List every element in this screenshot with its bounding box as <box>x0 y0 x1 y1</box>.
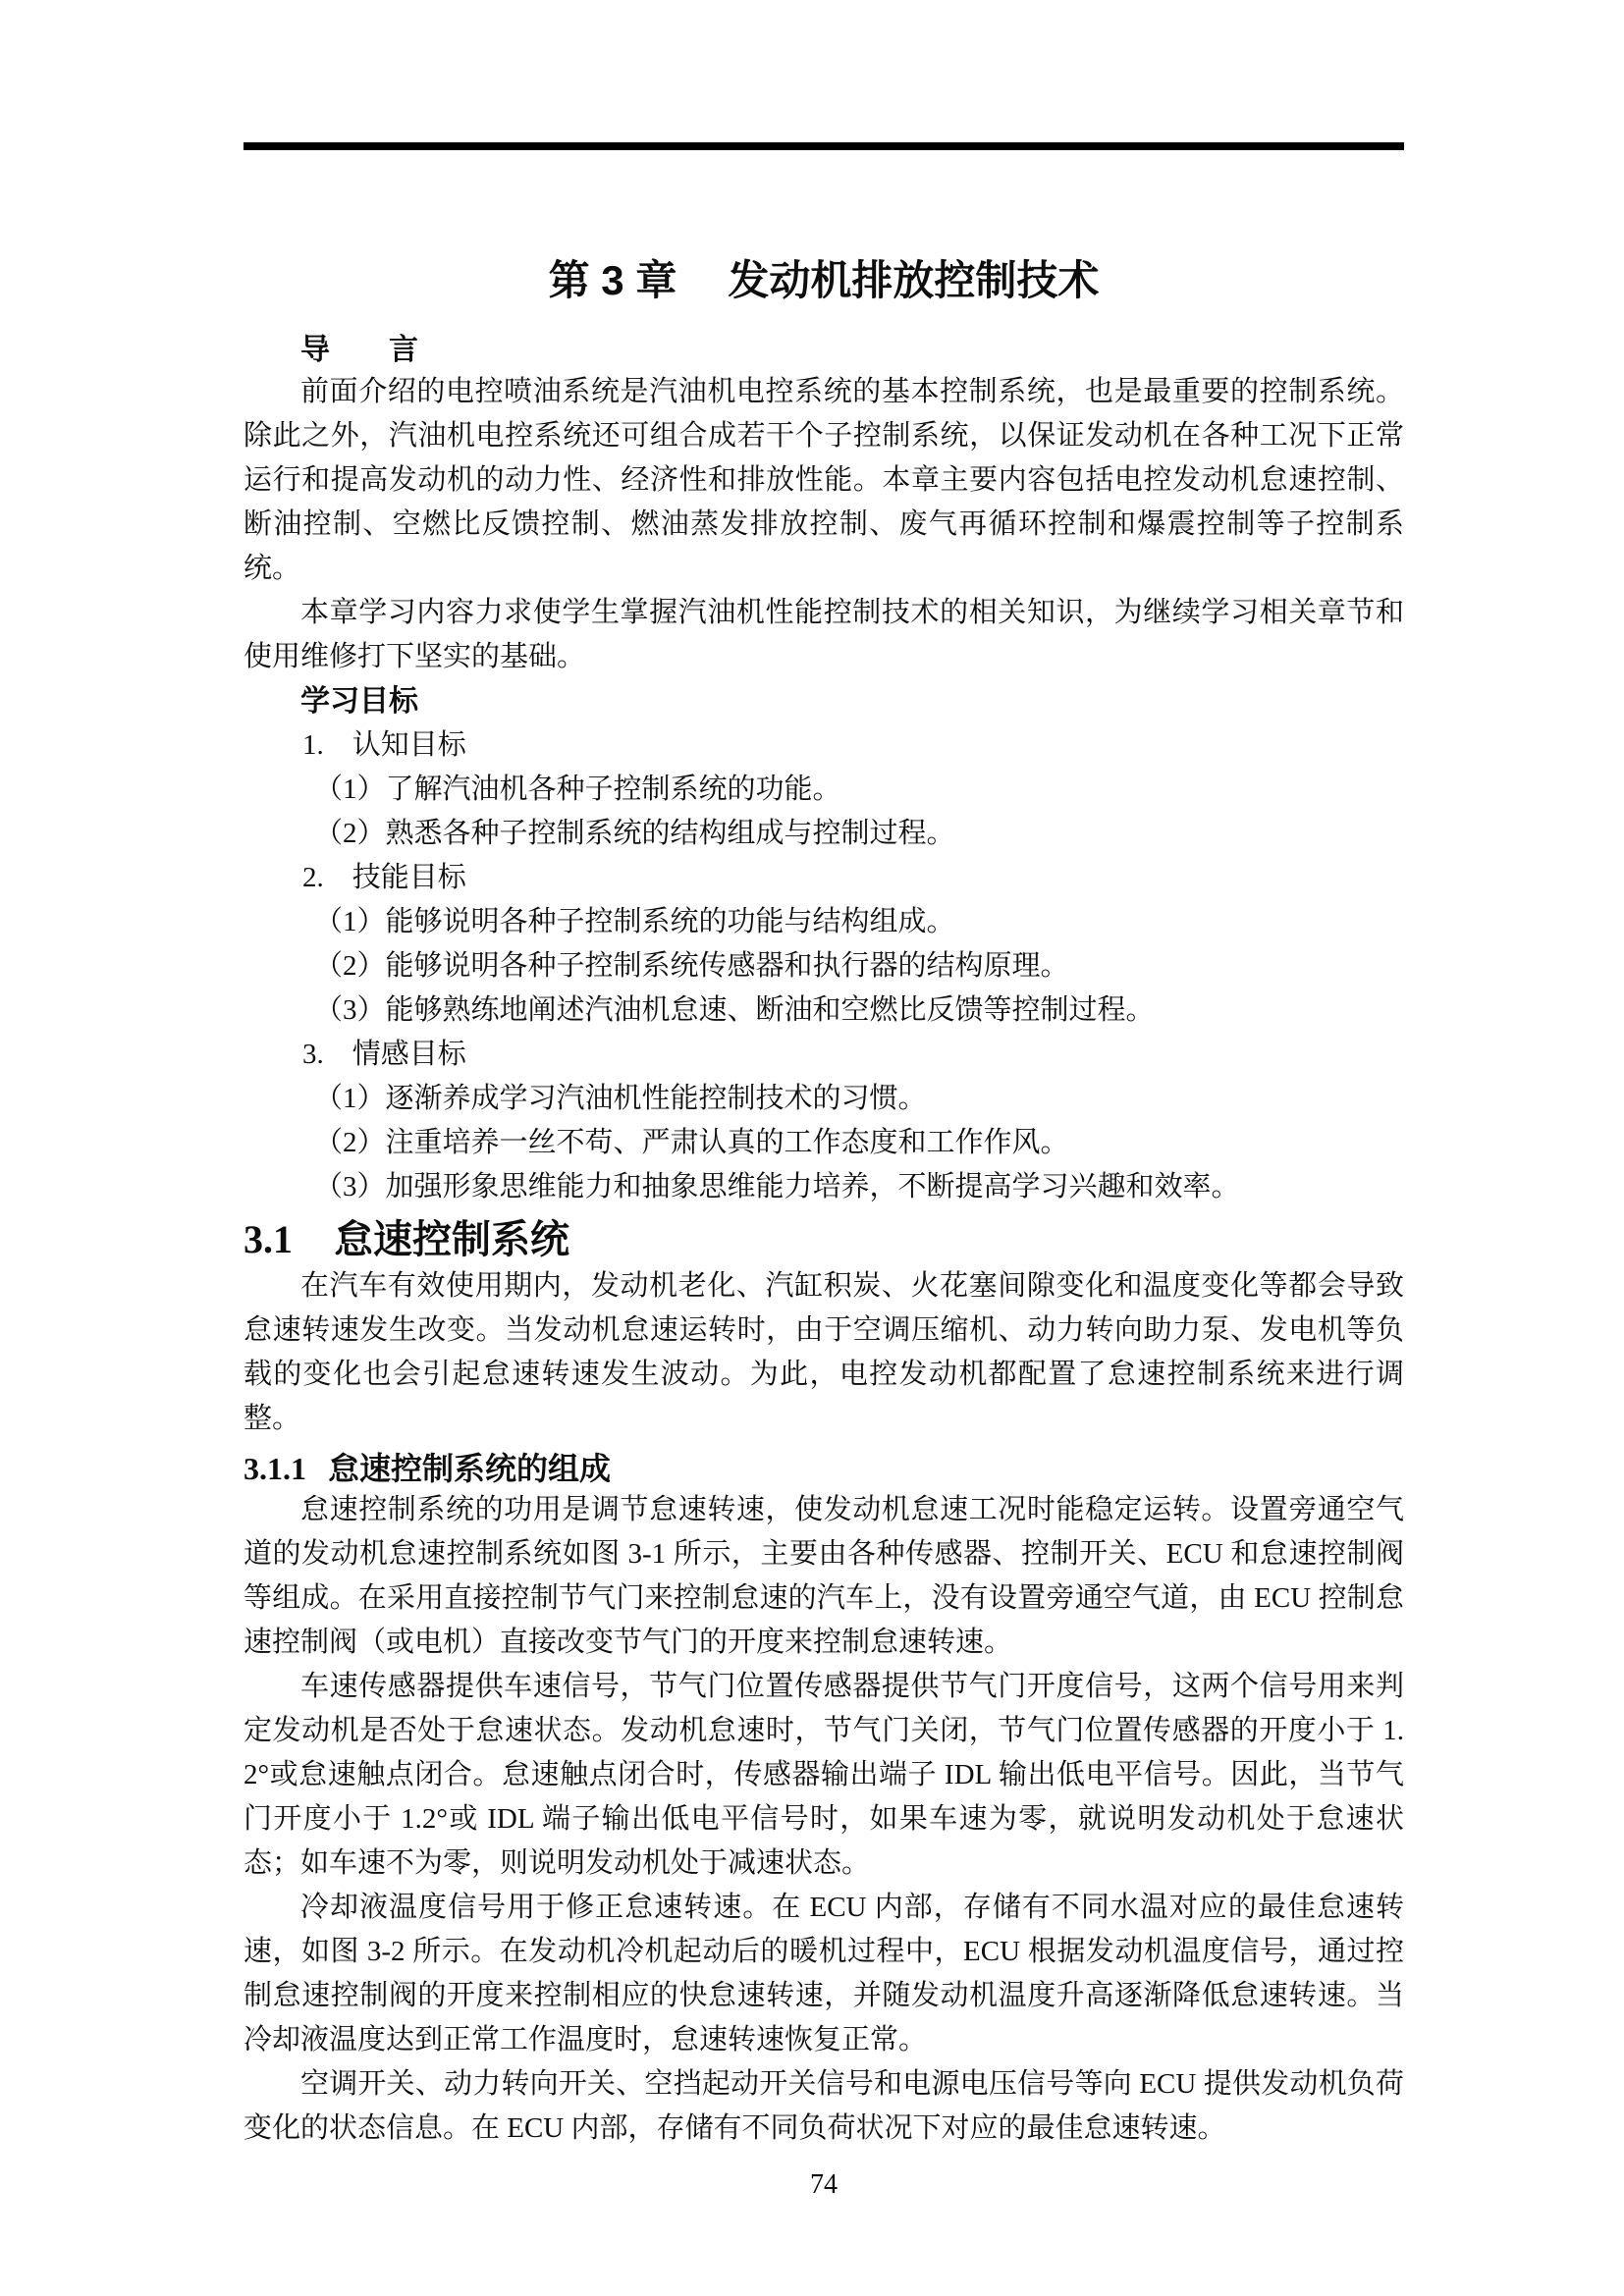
section-heading-3-1 <box>244 1215 1404 1264</box>
section-number: 3.1 <box>244 1217 293 1261</box>
objective-item-cognitive: 1. 认知目标 <box>302 729 466 761</box>
objective-subitem: （2）熟悉各种子控制系统的结构组成与控制过程。 <box>314 818 955 849</box>
subsection-number: 3.1.1 <box>244 1451 306 1486</box>
objective-subitem: （2）注重培养一丝不苟、严肃认真的工作态度和工作作风。 <box>314 1127 1069 1158</box>
chapter-label: 第 3 章 <box>548 257 677 303</box>
objective-item-skill: 2. 技能目标 <box>302 862 466 893</box>
subsection-heading-3-1-1 <box>244 1449 1404 1488</box>
objective-subitem: （3）加强形象思维能力和抽象思维能力培养，不断提高学习兴趣和效率。 <box>314 1171 1240 1202</box>
objective-subitem: （1）了解汽油机各种子控制系统的功能。 <box>314 774 841 805</box>
chapter-title <box>244 258 1404 303</box>
intro-paragraph-2: 本章学习内容力求使学生掌握汽油机性能控制技术的相关知识，为继续学习相关章节和使用维修打下坚实的基础。 <box>244 597 1404 672</box>
subsection-paragraph-1: 怠速控制系统的功用是调节怠速转速，使发动机怠速工况时能稳定运转。设置旁通空气道的发动机怠速控制系统如图 3-1 所示，主要由各种传感器、控制开关、ECU 和怠速控制阀等组成。在采用直接控制节气门来控制怠速的汽车上，没有设置旁通空气道，由 ECU 控制怠速控制阀（或电机）直接改变节气门的开度来控制怠速转速。 <box>244 1494 1404 1658</box>
subsection-paragraph-2: 车速传感器提供车速信号，节气门位置传感器提供节气门开度信号，这两个信号用来判定发动机是否处于怠速状态。发动机怠速时，节气门关闭，节气门位置传感器的开度小于 1.2°或怠速触点闭合。怠速触点闭合时，传感器输出端子 IDL 输出低电平信号。因此，当节气门开度小于 1.2°或 IDL 端子输出低电平信号时，如果车速为零，就说明发动机处于怠速状态；如车速不为零，则说明发动机处于减速状态。 <box>244 1671 1404 1879</box>
intro-heading: 导 言 <box>300 334 418 366</box>
subsection-title: 怠速控制系统的组成 <box>328 1451 612 1486</box>
subsection-paragraph-4: 空调开关、动力转向开关、空挡起动开关信号和电源电压信号等向 ECU 提供发动机负荷变化的状态信息。在 ECU 内部，存储有不同负荷状况下对应的最佳怠速转速。 <box>244 2068 1404 2144</box>
section-title: 怠速控制系统 <box>334 1218 569 1261</box>
chapter-title-text: 发动机排放控制技术 <box>728 257 1100 303</box>
header-rule <box>244 142 1404 150</box>
subsection-paragraph-3: 冷却液温度信号用于修正怠速转速。在 ECU 内部，存储有不同水温对应的最佳怠速转速，如图 3-2 所示。在发动机冷机起动后的暖机过程中，ECU 根据发动机温度信号，通过控制怠速控制阀的开度来控制相应的快怠速转速，并随发动机温度升高逐渐降低怠速转速。当冷却液温度达到正常工作温度时，怠速转速恢复正常。 <box>244 1892 1404 2056</box>
objective-subitem: （3）能够熟练地阐述汽油机怠速、断油和空燃比反馈等控制过程。 <box>314 994 1155 1026</box>
objective-subitem: （1）能够说明各种子控制系统的功能与结构组成。 <box>314 906 955 937</box>
objective-item-affective: 3. 情感目标 <box>302 1039 466 1070</box>
objectives-heading: 学习目标 <box>300 685 418 718</box>
page-number: 74 <box>810 2169 838 2200</box>
intro-paragraph-1: 前面介绍的电控喷油系统是汽油机电控系统的基本控制系统，也是最重要的控制系统。除此之外，汽油机电控系统还可组合成若干个子控制系统，以保证发动机在各种工况下正常运行和提高发动机的动力性、经济性和排放性能。本章主要内容包括电控发动机怠速控制、断油控制、空燃比反馈控制、燃油蒸发排放控制、废气再循环控制和爆震控制等子控制系统。 <box>244 376 1404 584</box>
section-paragraph-1: 在汽车有效使用期内，发动机老化、汽缸积炭、火花塞间隙变化和温度变化等都会导致怠速转速发生改变。当发动机怠速运转时，由于空调压缩机、动力转向助力泵、发电机等负载的变化也会引起怠速转速发生波动。为此，电控发动机都配置了怠速控制系统来进行调整。 <box>244 1270 1404 1434</box>
objective-subitem: （2）能够说明各种子控制系统传感器和执行器的结构原理。 <box>314 950 1069 982</box>
objective-subitem: （1）逐渐养成学习汽油机性能控制技术的习惯。 <box>314 1083 927 1114</box>
